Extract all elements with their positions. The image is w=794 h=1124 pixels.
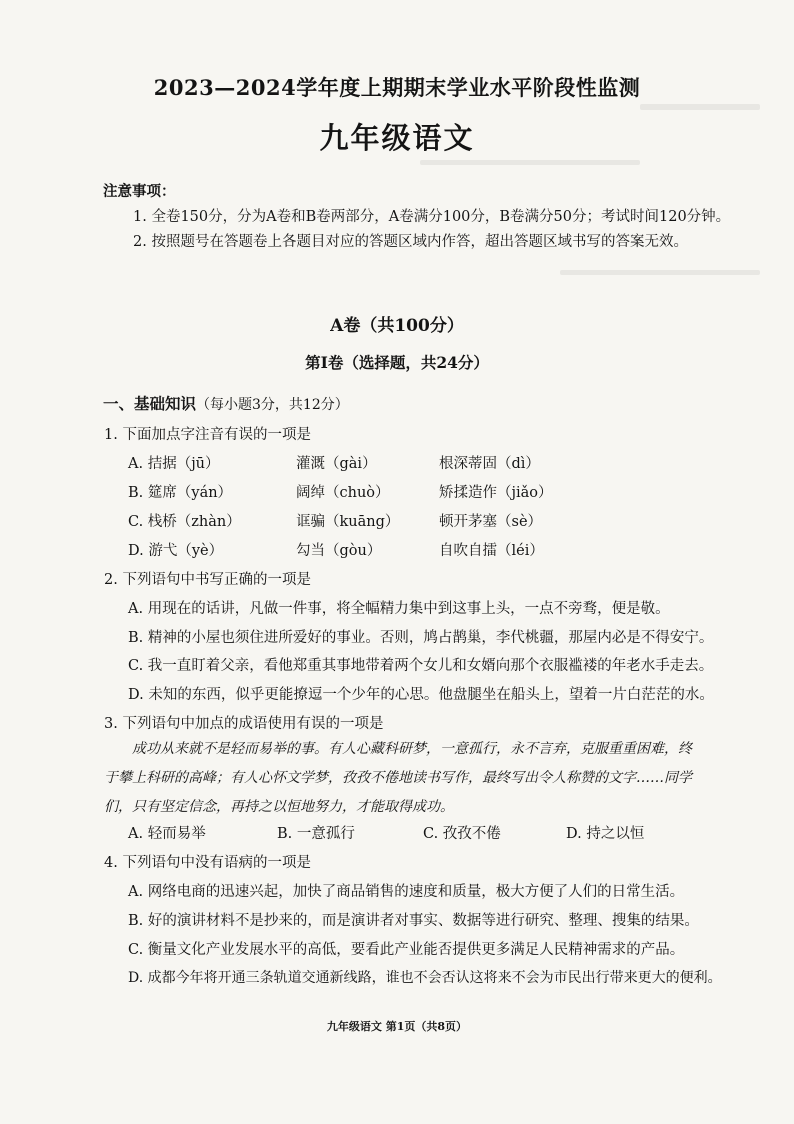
q2-option-b: B. 精神的小屋也须住进所爱好的事业。否则，鸠占鹊巢，李代桃疆，那屋内必是不得安宁。: [128, 630, 714, 646]
q4-option-d: D. 成都今年将开通三条轨道交通新线路，谁也不会否认这将来不会为市民出行带来更大的便利。: [128, 970, 722, 986]
q3-option-a: A. 轻而易举: [128, 826, 206, 842]
page-footer: 九年级语文 第1页（共8页）: [326, 1020, 468, 1033]
exam-title: 2023—2024学年度上期期末学业水平阶段性监测: [153, 75, 641, 100]
q3-passage-line: 于攀上科研的高峰；有人心怀文学梦，孜孜不倦地读书写作，最终写出令人称赞的文字……同学: [104, 770, 692, 786]
q1-a-2: 灌溉（gài）: [296, 456, 377, 472]
q1-c-3: 顿开茅塞（sè）: [439, 514, 543, 530]
q1-d-3: 自吹自擂（léi）: [439, 543, 544, 559]
q1-a-1: A. 拮据（jū）: [128, 456, 220, 472]
q2-option-c: C. 我一直盯着父亲，看他郑重其事地带着两个女儿和女婿向那个衣服褴褛的年老水手走去。: [128, 658, 714, 674]
q4-option-a: A. 网络电商的迅速兴起，加快了商品销售的速度和质量，极大方便了人们的日常生活。: [128, 884, 685, 900]
q1-stem: 1. 下面加点字注音有误的一项是: [104, 427, 311, 443]
q1-a-3: 根深蒂固（dì）: [439, 456, 540, 472]
q3-option-c: C. 孜孜不倦: [423, 826, 501, 842]
q3-option-d: D. 持之以恒: [566, 826, 645, 842]
q1-b-2: 阔绰（chuò）: [296, 485, 390, 501]
notes-heading: 注意事项：: [103, 183, 176, 200]
q2-option-a: A. 用现在的话讲，凡做一件事，将全幅精力集中到这事上头，一点不旁骛，便是敬。: [128, 601, 670, 617]
q3-passage-line: 成功从来就不是轻而易举的事。有人心藏科研梦，一意孤行，永不言弃，克服重重困难，终: [132, 741, 692, 757]
part-one-heading: [103, 392, 349, 414]
q1-b-3: 矫揉造作（jiǎo）: [439, 485, 553, 501]
part-one-title: 一、基础知识: [103, 394, 197, 413]
q3-passage: [104, 735, 762, 822]
q2-option-d: D. 未知的东西，似乎更能撩逗一个少年的心思。他盘腿坐在船头上，望着一片白茫茫的水。: [128, 687, 714, 703]
q2-stem: 2. 下列语句中书写正确的一项是: [104, 572, 311, 588]
scan-smudge: [640, 104, 760, 110]
part1-title: 第Ⅰ卷（选择题，共24分）: [305, 353, 489, 372]
q1-c-1: C. 栈桥（zhàn）: [128, 514, 241, 530]
note-item: 2. 按照题号在答题卷上各题目对应的答题区域内作答，超出答题区域书写的答案无效。: [133, 234, 688, 250]
q1-c-2: 诓骗（kuāng）: [296, 514, 400, 530]
q4-option-c: C. 衡量文化产业发展水平的高低，要看此产业能否提供更多满足人民精神需求的产品。: [128, 942, 685, 958]
q1-d-2: 勾当（gòu）: [296, 543, 382, 559]
q1-d-1: D. 游弋（yè）: [128, 543, 224, 559]
scan-smudge: [560, 270, 760, 275]
q3-stem: 3. 下列语句中加点的成语使用有误的一项是: [104, 716, 384, 732]
q1-b-1: B. 筵席（yán）: [128, 485, 233, 501]
part-one-score: （每小题3分，共12分）: [196, 397, 349, 413]
q4-stem: 4. 下列语句中没有语病的一项是: [104, 855, 311, 871]
note-item: 1. 全卷150分，分为A卷和B卷两部分，A卷满分100分，B卷满分50分；考试时间120分钟。: [133, 209, 731, 225]
exam-subject: 九年级语文: [319, 121, 475, 155]
q3-passage-line: 们，只有坚定信念，再持之以恒地努力，才能取得成功。: [104, 799, 454, 815]
q3-option-b: B. 一意孤行: [277, 826, 355, 842]
q4-option-b: B. 好的演讲材料不是抄来的，而是演讲者对事实、数据等进行研究、整理、搜集的结果。: [128, 913, 699, 929]
section-a-title: A卷（共100分）: [330, 316, 464, 336]
scan-smudge: [420, 160, 640, 165]
